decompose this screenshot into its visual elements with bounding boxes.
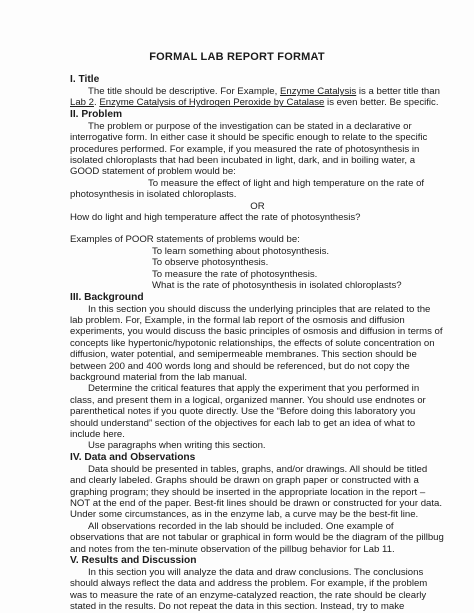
title-line-2 — [70, 97, 439, 109]
underlined-example: Enzyme Catalysis of Hydrogen Peroxide by Catalase — [99, 97, 325, 109]
problem-line: procedures performed. For example, if you measured the rate of photosynthesis in — [70, 143, 420, 155]
data-line: All observations recorded in the lab should be included. One example of — [88, 520, 394, 532]
data-line: graphing program; they should be inserted in the appropriate location in the report – — [70, 486, 426, 498]
background-line: concepts like hypertonic/hypotonic relationships, the effects of solute concentration on — [70, 337, 435, 349]
poor-example: To measure the rate of photosynthesis. — [152, 268, 318, 280]
problem-line: isolated chloroplasts that had been incubated in light, dark, and in boiling water, a — [70, 155, 416, 167]
poor-example: To learn something about photosynthesis. — [152, 245, 330, 257]
background-line: Use paragraphs when writing this section. — [88, 440, 266, 452]
data-line: Data should be presented in tables, graphs, and/or drawings. All should be titled — [88, 463, 428, 475]
problem-line: interrogative form. In either case it should be specific enough to relate to the specific — [70, 132, 428, 144]
underlined-example: Enzyme Catalysis — [279, 86, 357, 97]
data-line: NOT at the end of the paper. Best-fit lines should be drawn or constructed for your data. — [70, 498, 443, 509]
section-background-heading: III. Background — [70, 291, 144, 303]
document-title: FORMAL LAB REPORT FORMAT — [149, 51, 325, 63]
poor-example: What is the rate of photosynthesis in isolated chloroplasts? — [152, 280, 402, 292]
title-line-1 — [70, 86, 440, 97]
underlined-example: Lab 2 — [70, 97, 95, 109]
poor-intro: Examples of POOR statements of problems would be: — [70, 234, 300, 246]
background-line: diffusion, water potential, and semipermeable membranes. This section should be — [70, 349, 417, 361]
background-line: In this section you should discuss the underlying principles that are related to the — [88, 303, 431, 315]
background-line: parenthetical notes if you quote directly. Use the “Before doing this laboratory you — [70, 406, 416, 418]
results-line: should always reflect the data and address the problem. For example, if the problem — [70, 578, 428, 590]
spacer — [70, 223, 415, 234]
data-line: observations that are not tabular or graphical in form would be the diagram of the pillbug — [70, 532, 444, 544]
background-line: should understand” section of the objectives for each lab to get an idea of what to — [70, 417, 416, 429]
text-span: is even better. Be specific. — [324, 97, 439, 109]
background-line: lab problem. For, Example, in the formal lab report of the osmosis and diffusion — [70, 314, 405, 326]
results-line: was to measure the rate of an enzyme-catalyzed reaction, the rate should be clearly — [70, 589, 427, 601]
or-separator: OR — [250, 200, 265, 212]
section-results-heading: V. Results and Discussion — [70, 555, 197, 567]
good-statement-line: To measure the effect of light and high temperature on the rate of — [148, 177, 425, 189]
question-line: How do light and high temperature affect the rate of photosynthesis? — [70, 212, 361, 224]
background-line: Determine the critical features that apply the experiment that you performed in — [88, 383, 420, 395]
document-body — [70, 74, 444, 613]
data-line: and clearly labeled. Graphs should be drawn on graph paper or constructed with a — [70, 475, 419, 487]
background-line: include here. — [70, 428, 125, 440]
background-line: class, and present them in a logical, organized manner. You should use endnotes or — [70, 394, 426, 406]
results-line: stated in the results. Do not repeat the data in this section. Instead, try to make — [70, 601, 405, 613]
text-span: . — [94, 97, 100, 109]
poor-example: To observe photosynthesis. — [152, 257, 269, 269]
section-data-heading: IV. Data and Observations — [70, 451, 196, 463]
data-line: and notes from the ten-minute observation of the pillbug behavior for Lab 11. — [70, 543, 395, 555]
results-line: In this section you will analyze the data and draw conclusions. The conclusions — [88, 567, 424, 579]
text-span: is a better title than — [356, 86, 440, 97]
background-line: experiments, you would discuss the basic principles of osmosis and diffusion in terms of — [70, 326, 443, 338]
good-statement-line: photosynthesis in isolated chloroplasts. — [70, 189, 237, 201]
text-span: The title should be descriptive. For Example, — [88, 86, 280, 97]
problem-line: GOOD statement of problem would be: — [70, 166, 236, 178]
data-line: Under some circumstances, as in the enzyme lab, a curve may be the best-fit line. — [70, 509, 419, 521]
section-title-heading: I. Title — [70, 74, 100, 85]
problem-line: The problem or purpose of the investigation can be stated in a declarative or — [88, 120, 412, 132]
background-line: background material from the lab manual. — [70, 371, 248, 383]
section-problem-heading: II. Problem — [70, 108, 123, 120]
background-line: between 200 and 400 words long and should be referenced, but do not copy the — [70, 360, 410, 372]
